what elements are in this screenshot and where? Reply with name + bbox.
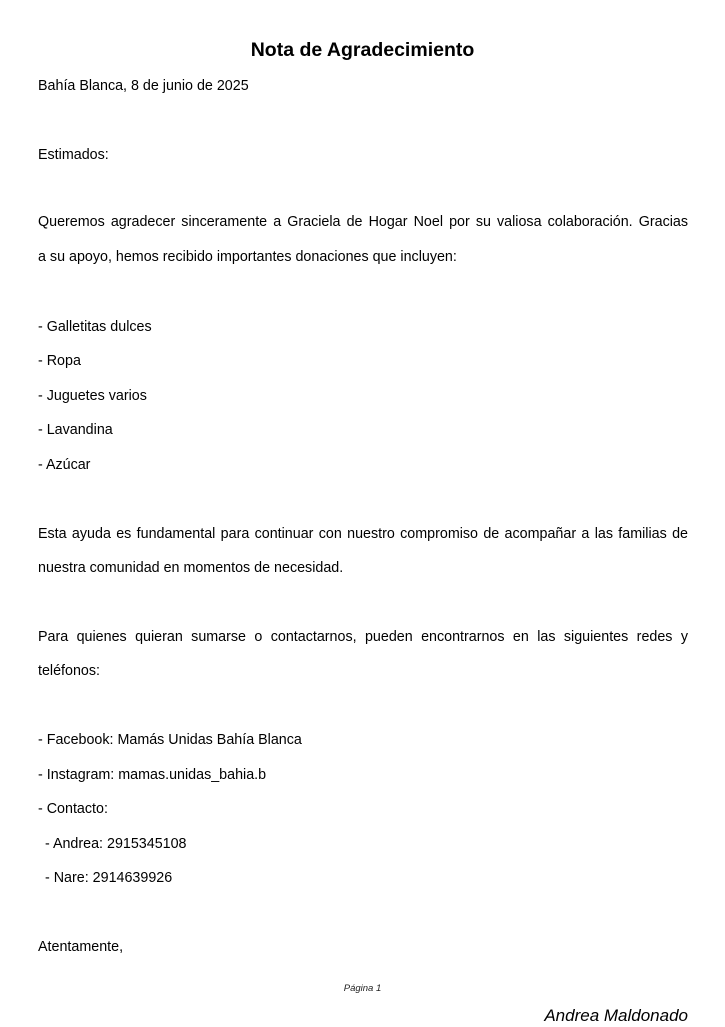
closing: Atentamente, xyxy=(38,939,124,955)
document-title: Nota de Agradecimiento xyxy=(250,39,475,61)
donation-item: - Ropa xyxy=(38,353,81,369)
donation-item: - Azúcar xyxy=(38,457,91,473)
contact-facebook: - Facebook: Mamás Unidas Bahía Blanca xyxy=(38,732,302,748)
contact-andrea: - Andrea: 2915345108 xyxy=(45,836,187,852)
page-number: Página 1 xyxy=(343,983,382,994)
donation-item: - Galletitas dulces xyxy=(38,319,152,335)
paragraph3-line2: teléfonos: xyxy=(38,663,100,679)
greeting: Estimados: xyxy=(38,147,109,163)
contact-label: - Contacto: xyxy=(38,801,108,817)
contact-instagram: - Instagram: mamas.unidas_bahia.b xyxy=(38,767,267,783)
paragraph2-line2: nuestra comunidad en momentos de necesidad. xyxy=(38,560,344,576)
donation-item: - Lavandina xyxy=(38,422,113,438)
contact-nare: - Nare: 2914639926 xyxy=(45,870,173,886)
paragraph1-line2: a su apoyo, hemos recibido importantes donaciones que incluyen: xyxy=(38,249,457,265)
paragraph2-line1: Esta ayuda es fundamental para continuar con nuestro compromiso de acompañar a las familias de xyxy=(38,526,688,542)
paragraph3-line1: Para quienes quieran sumarse o contactarnos, pueden encontrarnos en las siguientes redes y xyxy=(38,629,688,645)
date-line: Bahía Blanca, 8 de junio de 2025 xyxy=(38,78,249,94)
signature: Andrea Maldonado xyxy=(544,1006,688,1025)
paragraph1-line1: Queremos agradecer sinceramente a Graciela de Hogar Noel por su valiosa colaboración. Gracias xyxy=(38,214,688,230)
donation-item: - Juguetes varios xyxy=(38,388,147,404)
